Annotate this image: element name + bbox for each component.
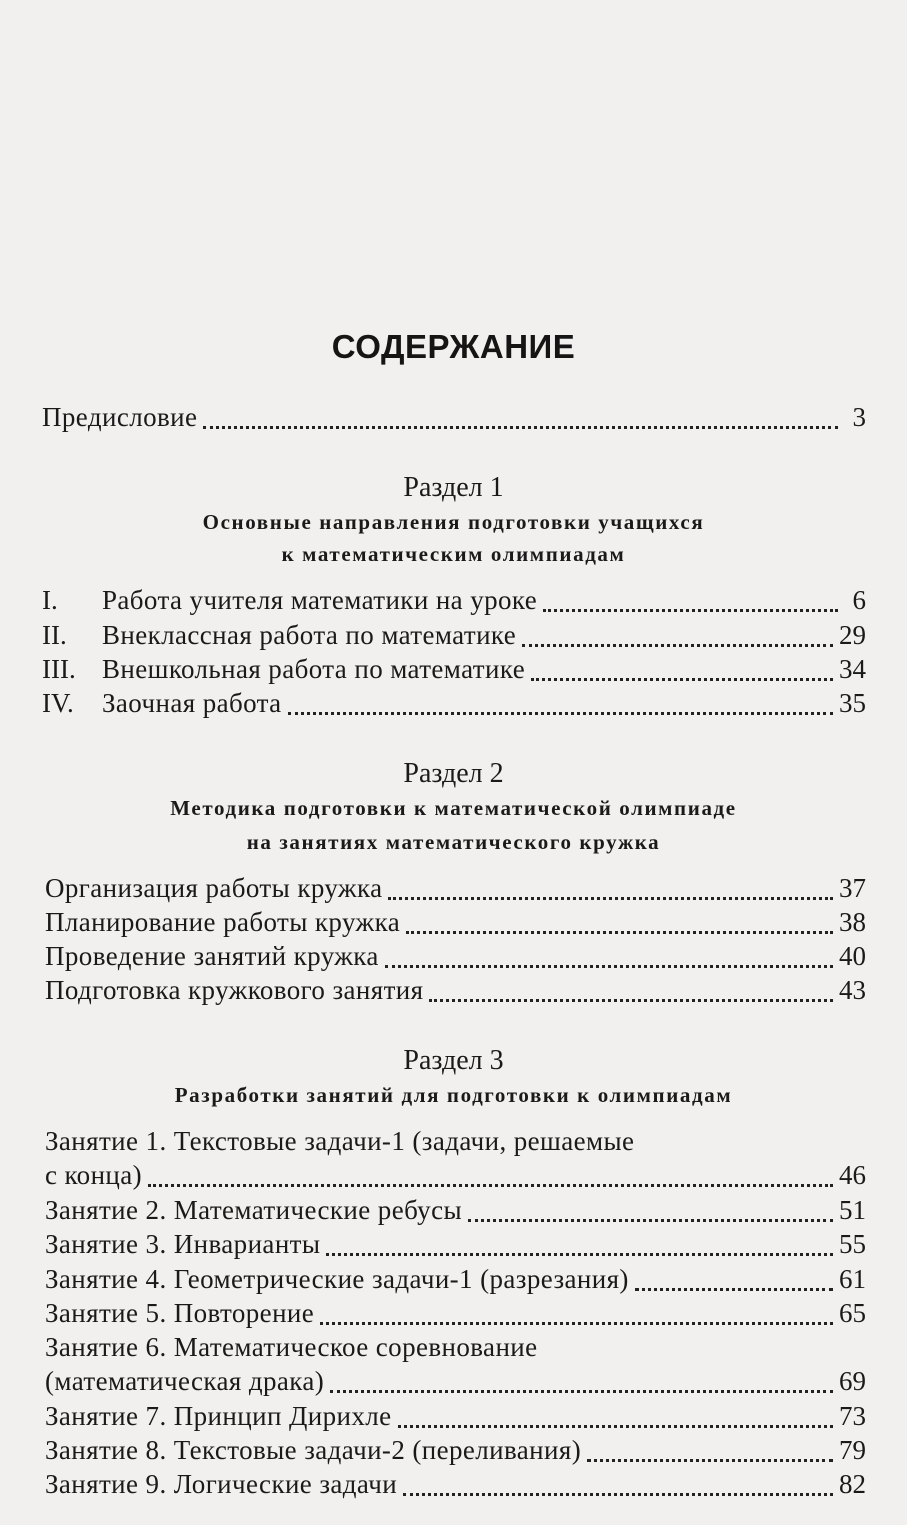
dot-leader <box>203 426 838 429</box>
toc-line <box>45 905 866 939</box>
toc-page-number: 38 <box>839 907 866 937</box>
toc-entry-text: Работа учителя математики на уроке <box>102 585 538 615</box>
section-2-heading: Раздел 2 <box>403 758 504 789</box>
toc-page-number: 79 <box>839 1435 866 1465</box>
toc-page-number: 65 <box>839 1298 866 1328</box>
toc-line <box>45 1262 866 1296</box>
toc-entry-text: с конца) <box>45 1160 143 1190</box>
dot-leader <box>148 1184 833 1187</box>
toc-line <box>45 1193 866 1227</box>
section-2-title-line-2: на занятиях математического кружка <box>246 830 661 854</box>
toc-entry-text: Занятие 8. Текстовые задачи-2 (переливания) <box>45 1435 582 1465</box>
toc-entry-text: Подготовка кружкового занятия <box>45 975 424 1005</box>
section-1-title-line-2: к математическим олимпиадам <box>281 542 626 566</box>
toc-entry-text: Внеклассная работа по математике <box>102 620 517 650</box>
toc-roman-numeral: II. <box>42 620 67 650</box>
dot-leader <box>635 1288 833 1291</box>
dot-leader <box>398 1425 833 1428</box>
toc-line <box>45 1433 866 1467</box>
dot-leader <box>330 1390 833 1393</box>
dot-leader <box>531 678 833 681</box>
section-2-title-line-1: Методика подготовки к математической олимпиаде <box>170 796 737 820</box>
toc-entry-text: Проведение занятий кружка <box>45 941 379 971</box>
toc-line <box>45 1399 866 1433</box>
toc-roman-numeral: III. <box>42 654 76 684</box>
dot-leader <box>406 931 833 934</box>
dot-leader <box>403 1493 833 1496</box>
toc-line <box>45 1467 866 1501</box>
toc-page-number: 51 <box>839 1195 866 1225</box>
toc-page-number: 46 <box>839 1160 866 1190</box>
dot-leader <box>522 644 833 647</box>
toc-entry-text: Планирование работы кружка <box>45 907 401 937</box>
toc-roman-numeral: IV. <box>42 688 74 718</box>
toc-entry-text: Внешкольная работа по математике <box>102 654 526 684</box>
toc-line <box>45 1364 866 1398</box>
toc-entry-text: Занятие 9. Логические задачи <box>45 1469 398 1499</box>
dot-leader <box>326 1253 833 1256</box>
dot-leader <box>388 897 833 900</box>
toc-entry-text: Организация работы кружка <box>45 873 383 903</box>
toc-page-number: 6 <box>852 585 866 615</box>
toc-entry-text-line-1: Занятие 6. Математическое соревнование <box>45 1332 538 1362</box>
toc-line <box>42 618 866 652</box>
section-1-heading: Раздел 1 <box>403 472 504 503</box>
toc-page-number: 34 <box>839 654 866 684</box>
dot-leader <box>468 1219 833 1222</box>
dot-leader <box>587 1459 833 1462</box>
toc-entry-text: (математическая драка) <box>45 1366 325 1396</box>
toc-page-number: 40 <box>839 941 866 971</box>
toc-entry-text-line-1: Занятие 1. Текстовые задачи-1 (задачи, решаемые <box>45 1126 635 1156</box>
toc-line <box>45 871 866 905</box>
toc-entry-text: Занятие 4. Геометрические задачи-1 (разрезания) <box>45 1264 629 1294</box>
section-1-title-line-1: Основные направления подготовки учащихся <box>202 510 705 534</box>
toc-page-number: 69 <box>839 1366 866 1396</box>
toc-entry-text: Заочная работа <box>102 688 282 718</box>
toc-line <box>45 939 866 973</box>
contents-title: СОДЕРЖАНИЕ <box>331 328 576 365</box>
toc-line <box>45 1296 866 1330</box>
toc-line-preface <box>42 400 866 434</box>
toc-page-number: 55 <box>839 1229 866 1259</box>
dot-leader <box>288 712 833 715</box>
dot-leader <box>543 609 838 612</box>
toc-page-number: 37 <box>839 873 866 903</box>
toc-page-number: 73 <box>839 1401 866 1431</box>
toc-entry-text: Занятие 5. Повторение <box>45 1298 315 1328</box>
dot-leader <box>429 999 833 1002</box>
section-3-heading: Раздел 3 <box>403 1045 504 1076</box>
toc-page-number: 3 <box>852 402 866 432</box>
toc-line <box>42 686 866 720</box>
toc-line <box>45 973 866 1007</box>
toc-page-number: 82 <box>839 1469 866 1499</box>
toc-line <box>42 583 866 617</box>
toc-page-number: 61 <box>839 1264 866 1294</box>
section-3-title-line-1: Разработки занятий для подготовки к олимпиадам <box>174 1083 733 1107</box>
toc-page-number: 43 <box>839 975 866 1005</box>
toc-page-number: 35 <box>839 688 866 718</box>
dot-leader <box>385 965 833 968</box>
toc-line <box>42 652 866 686</box>
toc-entry-text: Занятие 7. Принцип Дирихле <box>45 1401 392 1431</box>
toc-page-number: 29 <box>839 620 866 650</box>
toc-entry-text: Занятие 2. Математические ребусы <box>45 1195 463 1225</box>
toc-line <box>45 1227 866 1261</box>
toc-roman-numeral: I. <box>42 585 58 615</box>
toc-entry-text: Занятие 3. Инварианты <box>45 1229 321 1259</box>
toc-line <box>45 1158 866 1192</box>
toc-entry-text: Предисловие <box>42 402 198 432</box>
dot-leader <box>320 1322 833 1325</box>
